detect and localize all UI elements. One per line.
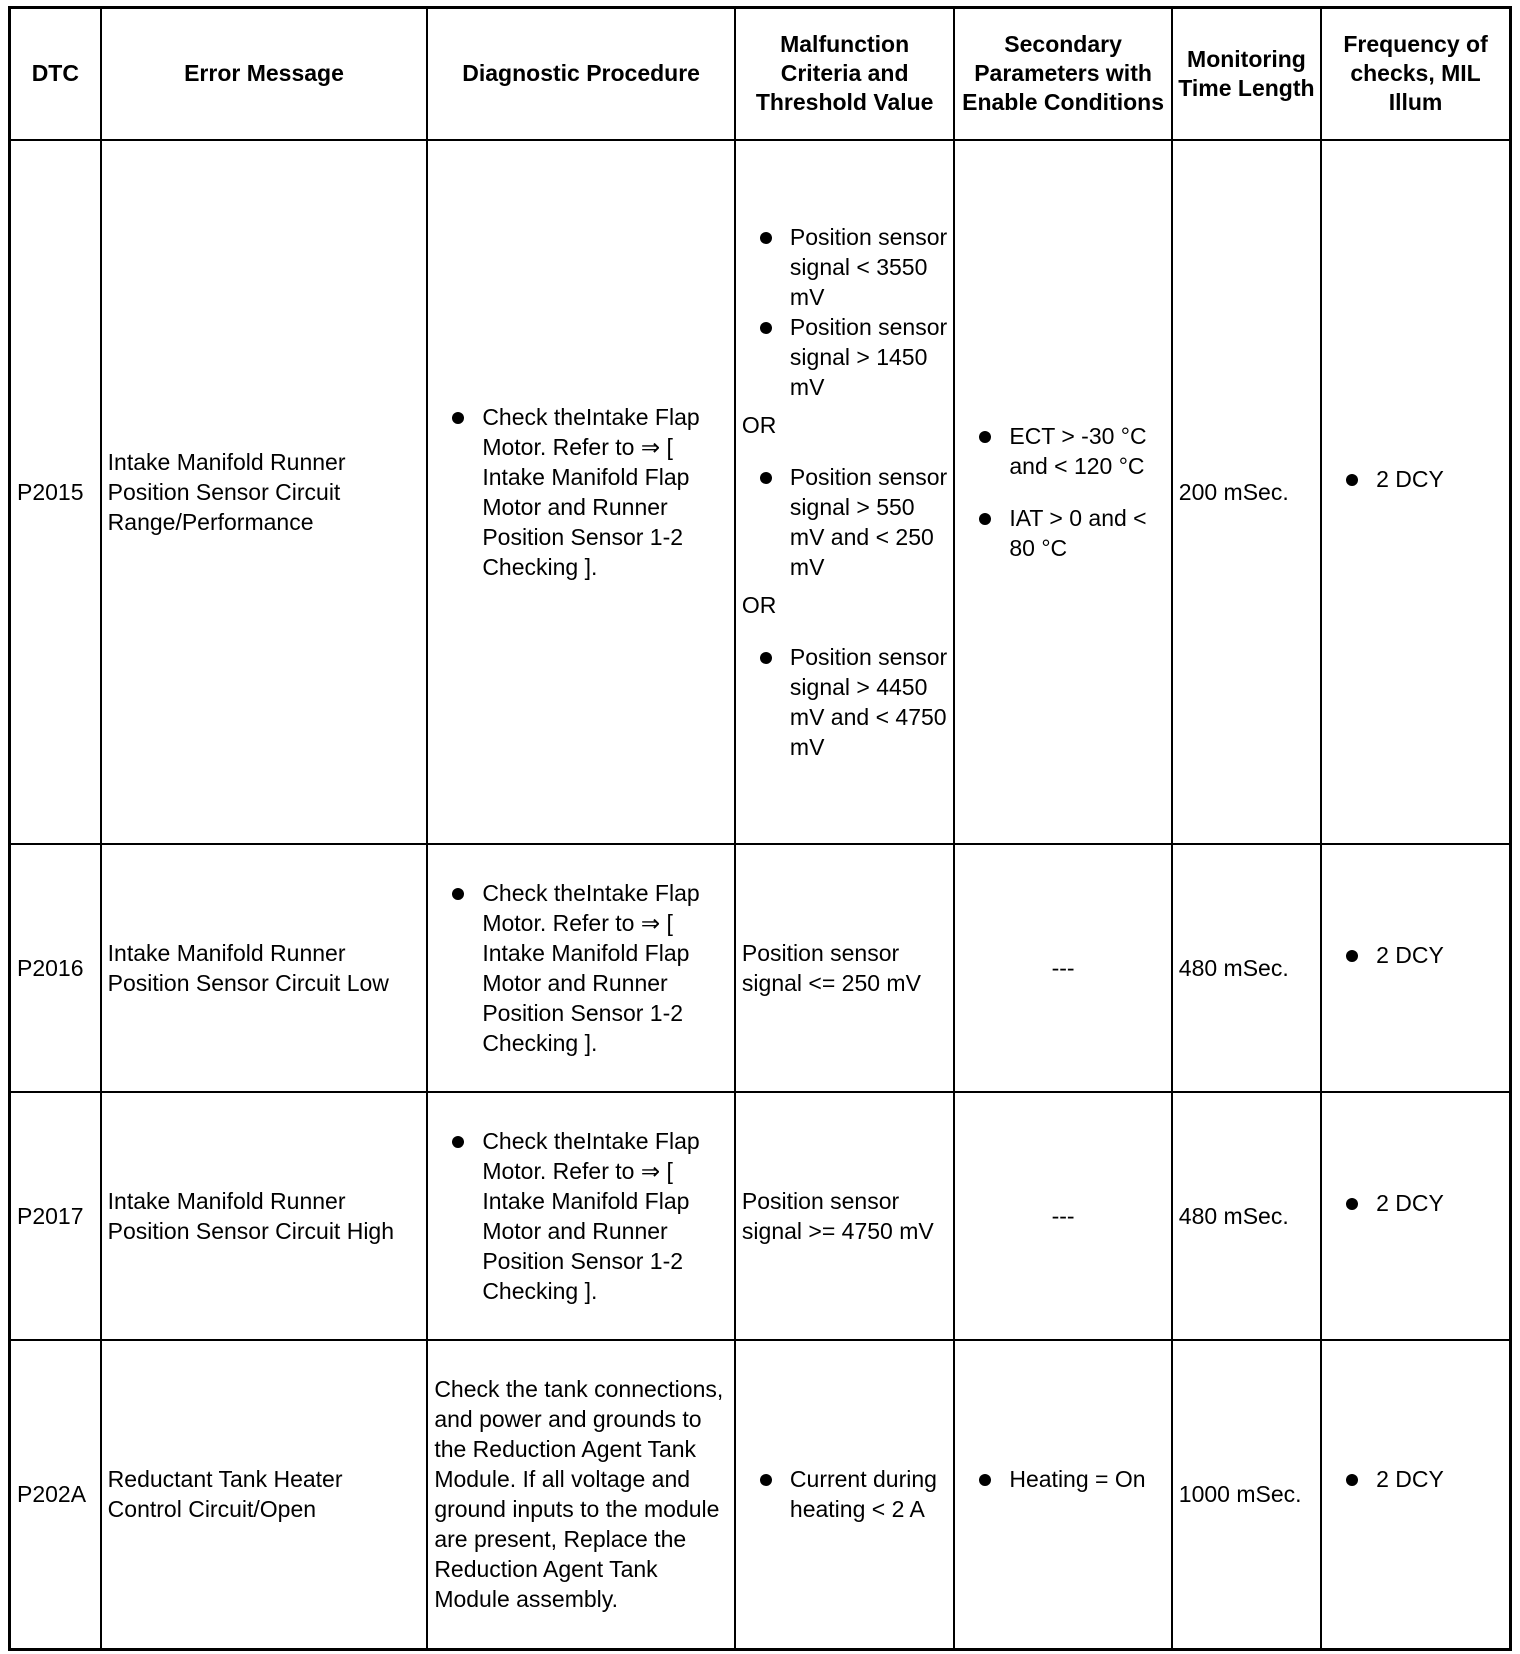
header-dtc: DTC (10, 8, 101, 140)
header-diagnostic-procedure: Diagnostic Procedure (427, 8, 735, 140)
error-message: Intake Manifold Runner Position Sensor Circuit High (101, 1092, 428, 1340)
malfunction-criteria: Position sensor signal <= 250 mV (735, 844, 954, 1092)
header-malfunction-criteria: Malfunction Criteria and Threshold Value (735, 8, 954, 140)
error-message: Intake Manifold Runner Position Sensor Circuit Range/Performance (101, 140, 428, 844)
header-monitoring-time: Monitoring Time Length (1172, 8, 1321, 140)
malfunction-criteria (735, 140, 954, 844)
dtc-code: P2016 (10, 844, 101, 1092)
dtc-table (8, 6, 1512, 1651)
diagnostic-procedure: Check the tank connections, and power and grounds to the Reduction Agent Tank Module. If all voltage and ground inputs to the module are present, Replace the Reduction Agent Tank Module assembly. (427, 1340, 735, 1650)
dtc-code: P2017 (10, 1092, 101, 1340)
monitoring-time: 480 mSec. (1172, 1092, 1321, 1340)
secondary-bullet: Heating = On (961, 1464, 1164, 1494)
secondary-parameters (954, 1340, 1171, 1650)
frequency (1321, 844, 1510, 1092)
diagnostic-procedure (427, 140, 735, 844)
procedure-bullet: Check theIntake Flap Motor. Refer to ⇒ [ Intake Manifold Flap Motor and Runner Position Sensor 1-2 Checking ]. (434, 402, 728, 582)
procedure-bullet: Check theIntake Flap Motor. Refer to ⇒ [ Intake Manifold Flap Motor and Runner Position Sensor 1-2 Checking ]. (434, 1126, 728, 1306)
header-secondary-parameters: Secondary Parameters with Enable Conditions (954, 8, 1171, 140)
criteria-bullet: Position sensor signal > 4450 mV and < 4750 mV (742, 642, 947, 762)
malfunction-criteria (735, 1340, 954, 1650)
monitoring-time: 1000 mSec. (1172, 1340, 1321, 1650)
frequency-bullet: 2 DCY (1328, 464, 1503, 494)
error-message: Reductant Tank Heater Control Circuit/Open (101, 1340, 428, 1650)
frequency (1321, 1340, 1510, 1650)
frequency-bullet: 2 DCY (1328, 940, 1503, 970)
secondary-parameters: --- (954, 1092, 1171, 1340)
criteria-bullet: Position sensor signal > 550 mV and < 250 mV (742, 462, 947, 582)
dtc-code: P2015 (10, 140, 101, 844)
frequency-bullet: 2 DCY (1328, 1188, 1503, 1218)
dtc-code: P202A (10, 1340, 101, 1650)
table-row (10, 1340, 1511, 1650)
secondary-bullet: IAT > 0 and < 80 °C (961, 503, 1164, 563)
monitoring-time: 480 mSec. (1172, 844, 1321, 1092)
criteria-or: OR (741, 591, 777, 618)
criteria-bullet: Position sensor signal < 3550 mV (742, 222, 947, 312)
procedure-bullet: Check theIntake Flap Motor. Refer to ⇒ [ Intake Manifold Flap Motor and Runner Position Sensor 1-2 Checking ]. (434, 878, 728, 1058)
error-message: Intake Manifold Runner Position Sensor Circuit Low (101, 844, 428, 1092)
criteria-bullet: Position sensor signal > 1450 mV (742, 312, 947, 402)
table-header-row (10, 8, 1511, 140)
table-row (10, 1092, 1511, 1340)
monitoring-time: 200 mSec. (1172, 140, 1321, 844)
secondary-parameters (954, 140, 1171, 844)
diagnostic-procedure (427, 1092, 735, 1340)
malfunction-criteria: Position sensor signal >= 4750 mV (735, 1092, 954, 1340)
frequency-bullet: 2 DCY (1328, 1464, 1503, 1494)
frequency (1321, 1092, 1510, 1340)
secondary-parameters: --- (954, 844, 1171, 1092)
frequency (1321, 140, 1510, 844)
diagnostic-procedure (427, 844, 735, 1092)
criteria-or: OR (741, 411, 777, 438)
header-error-message: Error Message (101, 8, 428, 140)
table-row (10, 844, 1511, 1092)
secondary-bullet: ECT > -30 °C and < 120 °C (961, 421, 1164, 481)
table-row (10, 140, 1511, 844)
criteria-bullet: Current during heating < 2 A (742, 1464, 947, 1524)
header-frequency: Frequency of checks, MIL Illum (1321, 8, 1510, 140)
